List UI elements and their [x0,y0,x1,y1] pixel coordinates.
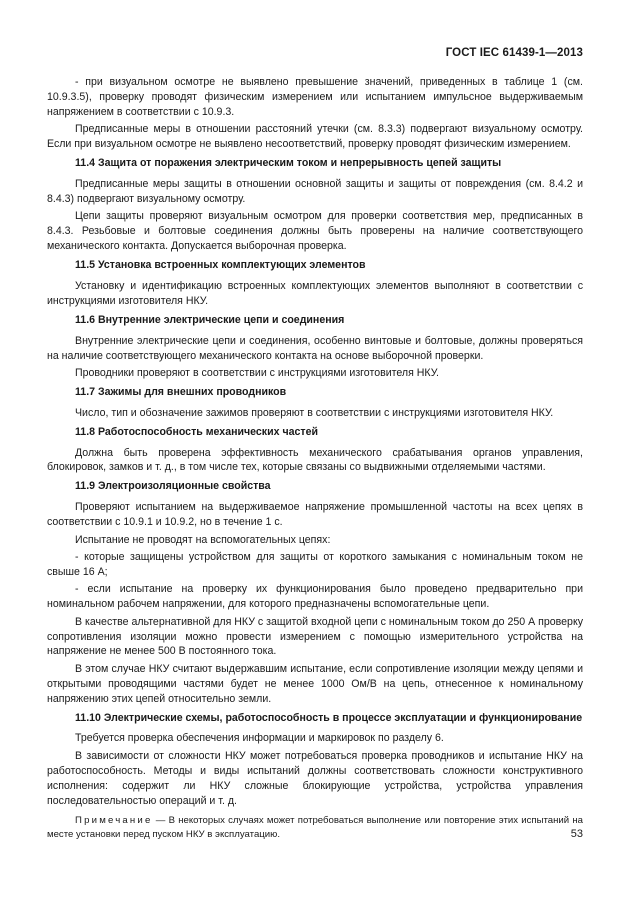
document-body [47,75,583,845]
document-header: ГОСТ IEC 61439-1—2013 [445,47,583,59]
section-heading: 11.4 Защита от поражения электрическим током и непрерывность цепей защиты [75,157,502,170]
paragraph: Проводники проверяют в соответствии с инструкциями изготовителя НКУ. [75,366,439,379]
paragraph: В зависимости от сложности НКУ может потребоваться проверка проводников и испытание НКУ на работоспособность. Методы и виды испытаний должны соответствовать сложности конструктивного исполнения: содержит ли НКУ сложные блокирующие устройства, устройства управления последовательностью операций и т. д. [47,749,583,807]
section-heading: 11.7 Зажимы для внешних проводников [75,385,287,398]
paragraph: Цепи защиты проверяют визуальным осмотром для проверки соответствия мер, предписанных в 8.4.3. Резьбовые и болтовые соединения должны быть проверены на наличие соответствующего механического контакта. Допускается выборочная проверка. [47,210,583,253]
paragraph: Предписанные меры защиты в отношении основной защиты и защиты от повреждения (см. 8.4.2 и 8.4.3) подвергают визуальному осмотру. [47,177,583,205]
paragraph: В этом случае НКУ считают выдержавшим испытание, если сопротивление изоляции между цепями и открытыми проводящими частями будет не менее 1000 Ом/В на цепь, отнесенное к номинальному напряжению этих цепей относительно земли. [47,662,583,705]
paragraph: - если испытание на проверку их функционирования было проведено предварительно при номинальном рабочем напряжении, для которого предназначены вспомогательные цепи. [47,583,583,611]
page-number: 53 [570,828,583,840]
section-heading: 11.9 Электроизоляционные свойства [75,480,271,493]
paragraph: - которые защищены устройством для защиты от короткого замыкания с номинальным током не свыше 16 А; [47,550,583,578]
paragraph: Внутренние электрические цепи и соединения, особенно винтовые и болтовые, должны проверяться на наличие соответствующего механического контакта на основе выборочной проверки. [47,334,583,362]
paragraph: Число, тип и обозначение зажимов проверяют в соответствии с инструкциями изготовителя НКУ. [75,406,554,419]
paragraph: - при визуальном осмотре не выявлено превышение значений, приведенных в таблице 1 (см. 10.9.3.5), проверку проводят физическим измерением или испытанием импульсное выдерживаемым напряжением в соответствии с 10.9.3. [47,76,583,118]
section-heading: 11.8 Работоспособность механических частей [75,425,318,438]
section-heading: 11.6 Внутренние электрические цепи и соединения [75,313,345,326]
paragraph: Проверяют испытанием на выдерживаемое напряжение промышленной частоты на всех цепях в соответствии с 10.9.1 и 10.9.2, но в течение 1 с. [47,501,583,529]
section-heading: 11.5 Установка встроенных комплектующих элементов [75,258,366,271]
note-paragraph [47,814,583,842]
paragraph: Предписанные меры в отношении расстояний утечки (см. 8.3.3) подвергают визуальному осмотру. Если при визуальном осмотре не выявлено несоответствий, проверку проводят физическим измерением. [47,123,583,151]
paragraph: Испытание не проводят на вспомогательных цепях: [75,533,331,546]
paragraph: В качестве альтернативной для НКУ с защитой входной цепи с номинальным током до 250 А проверку сопротивления изоляции можно провести измерением с помощью измерительного устройства на напряжение не менее 500 В постоянного тока. [47,615,584,658]
paragraph: Требуется проверка обеспечения информации и маркировок по разделу 6. [75,732,444,745]
note-text: — В некоторых случаях может потребоваться выполнение или повторение этих испытаний на месте установки перед пуском НКУ в эксплуатацию. [47,815,583,841]
section-heading: 11.10 Электрические схемы, работоспособность в процессе эксплуатации и функционирование [75,711,583,724]
paragraph: Установку и идентификацию встроенных комплектующих элементов выполняют в соответствии с инструкциями изготовителя НКУ. [47,279,583,307]
paragraph: Должна быть проверена эффективность механического срабатывания органов управления, блокировок, замков и т. д., в том числе тех, которые связаны со выдвижными отделяемыми частями. [47,446,583,474]
note-label: Примечание [75,815,153,827]
